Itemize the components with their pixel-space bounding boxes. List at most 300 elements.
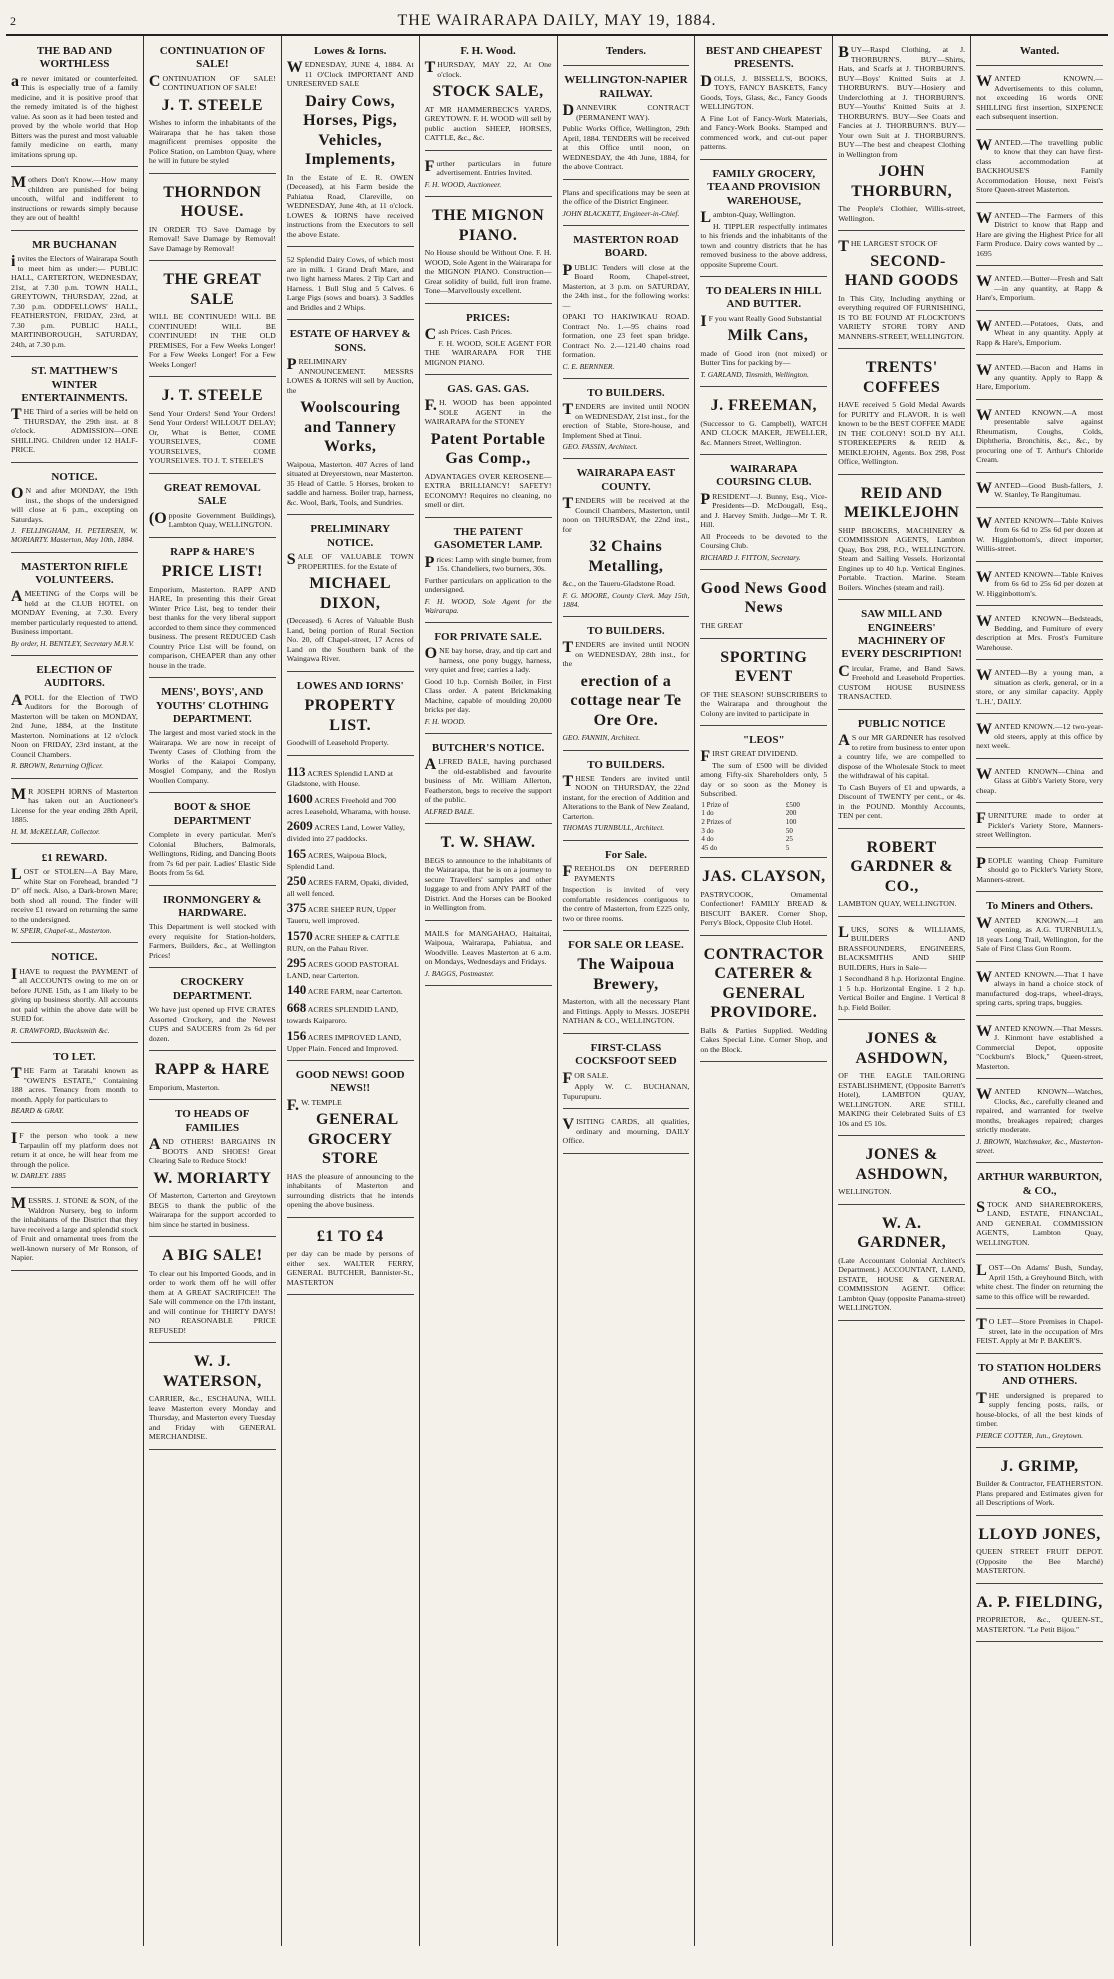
property-acreage: 250 xyxy=(286,873,307,889)
ad-body: QUEEN STREET FRUIT DEPOT. (Opposite the Bee Marché) MASTERTON. xyxy=(976,1547,1103,1576)
ad-body: Wishes to inform the inhabitants of the Wairarapa that he has taken those magnificent premises opposite the Police Station, on Lambton Quay, where he will in future be styled xyxy=(148,118,276,166)
ad-signature: J. FELLINGHAM, H. PETERSEN, W. MORIARTY. Masterton, May 10th, 1884. xyxy=(11,526,138,545)
property-description: ACRES IMPROVED LAND, Upper Plain. Fenced and Improved. xyxy=(286,1032,402,1053)
prize-row xyxy=(700,844,827,853)
ad-signature: R. BROWN, Returning Officer. xyxy=(11,761,104,771)
ad-heading: To Miners and Others. xyxy=(986,900,1093,913)
ad-body: THE GREAT xyxy=(700,621,743,630)
ad-body: Emporium, Masterton. xyxy=(148,1082,220,1092)
ad-heading: PRELIMINARY NOTICE. xyxy=(310,523,391,549)
property-description: ACRE FARM, near Carterton. xyxy=(307,987,403,997)
advertisement xyxy=(287,518,414,671)
ad-text: THURSDAY, MAY 22, At One o'clock. xyxy=(424,59,552,79)
ad-heading: PUBLIC NOTICE xyxy=(857,717,946,730)
ad-signature: BEARD & GRAY. xyxy=(11,1106,64,1116)
ad-heading: CONTINUATION OF SALE! xyxy=(159,45,265,71)
ad-signature: R. CRAWFORD, Blacksmith &c. xyxy=(11,1025,110,1035)
advertisement xyxy=(976,476,1103,508)
ad-text: WANTED KNOWN.—That I have always in hand a choice stock of manufactured dog-traps, wheel-drays, spring carts, spring traps, buggies. xyxy=(976,968,1103,1008)
advertisement xyxy=(700,861,827,936)
property-list-item xyxy=(287,982,414,998)
ad-body: Apply W. C. BUCHANAN, Tupurupuru. xyxy=(562,1082,690,1101)
ad-heading: CROCKERY DEPARTMENT. xyxy=(172,976,252,1002)
advertisement xyxy=(976,965,1103,1016)
advertisement xyxy=(976,762,1103,804)
advertisement xyxy=(11,1046,138,1124)
property-acreage: 140 xyxy=(286,982,307,998)
ad-signature: JOHN BLACKETT, Engineer-in-Chief. xyxy=(562,208,680,218)
ad-display-title: A BIG SALE! xyxy=(161,1247,263,1265)
ad-text: LOST or STOLEN—A Bay Mare, white Star on Forehead, branded "J D" off neck. Also, a Dark-brown Mare; both shod all round. The finder will receive £1 reward on returning the same to the undersigned. xyxy=(11,866,138,924)
advertisement xyxy=(563,382,690,460)
advertisement xyxy=(11,170,138,231)
ad-display-title: £1 TO £4 xyxy=(316,1227,384,1245)
ad-display-title: Woolscouring and Tannery Works, xyxy=(300,399,401,456)
ad-signature: F. G. MOORE, County Clerk. May 15th, 1884. xyxy=(562,590,690,609)
page-number: 2 xyxy=(10,14,17,28)
advertisement xyxy=(563,229,690,379)
advertisement xyxy=(976,1312,1103,1354)
ad-text: are never imitated or counterfeited. This is especially true of a family medicine, and it is positive proof that the remedy imitated is of the highest value. As soon as it had been tested and proved by the whole world that Hop Bitters was the purest and most valuable family medicine on earth, many imitations sprung up. xyxy=(11,72,138,159)
ad-text: ON and after MONDAY, the 19th inst., the shops of the undersigned will close at 6 p.m., excepting on Saturdays. xyxy=(11,485,138,524)
advertisement xyxy=(149,541,276,678)
advertisement xyxy=(700,390,827,455)
advertisement xyxy=(976,269,1103,311)
ad-heading: TO BUILDERS. xyxy=(587,758,665,771)
ad-heading: THE PATENT GASOMETER LAMP. xyxy=(433,525,543,552)
ad-text: WANTED KNOWN—Watches, Clocks, &c., carefully cleaned and repaired, and warranted for twelve months, breakages repaired; charges strictly moderate. xyxy=(976,1086,1103,1135)
masthead xyxy=(6,6,1108,36)
advertisement xyxy=(149,264,276,377)
ad-text: Mothers Don't Know.—How many children are punished for being uncouth, wilful and indifferent to instructions or rewards simply because they are out of health! xyxy=(11,174,138,223)
ad-signature: W. DARLEY. 1885 xyxy=(11,1171,66,1181)
ad-text: DANNEVIRK CONTRACT (PERMANENT WAY). xyxy=(562,102,690,122)
ad-text: TENDERS will be received at the Council Chambers, Masterton, until noon on THURSDAY, the 22nd inst., for xyxy=(562,495,690,534)
ad-display-title: JAS. CLAYSON, xyxy=(701,868,826,886)
ad-signature: F. H. WOOD, Sole Agent for the Wairarapa. xyxy=(424,596,552,615)
ad-text: AS our MR GARDNER has resolved to retire from business to enter upon a country life, we are compelled to dispose of the Wholesale Stock to meet the withdrawal of his capital. xyxy=(838,732,966,781)
advertisement xyxy=(149,681,276,793)
ad-display-title: MICHAEL DIXON, xyxy=(309,575,392,612)
advertisement xyxy=(425,40,552,151)
ad-body: (Successor to G. Campbell), WATCH AND CLOCK MAKER, JEWELLER, &c. Manners Street, Wellington. xyxy=(700,418,828,447)
ad-text: WANTED.—The travelling public to know that they can have first-class accommodation at BACKHOUSE'S Family Accommodation House, next Feist's Store Queen-street Masterton. xyxy=(976,136,1103,195)
ad-display-title: JOHN THORBURN, xyxy=(851,163,953,200)
ad-display-title: W. MORIARTY xyxy=(153,1169,272,1187)
ad-heading: F. H. Wood. xyxy=(460,45,516,57)
ad-signature: H. M. McKELLAR, Collector. xyxy=(11,826,100,836)
property-description: ACRES, Waipoua Block, Splendid Land. xyxy=(286,850,387,871)
property-acreage: 156 xyxy=(286,1027,307,1043)
property-list-item xyxy=(287,928,414,953)
advertisement xyxy=(563,69,690,179)
advertisement xyxy=(838,1139,965,1205)
ad-signature: F. H. WOOD, Auctioneer. xyxy=(424,179,502,189)
advertisement xyxy=(425,200,552,304)
ad-text: WANTED.—Butter—Fresh and Salt—in any quantity, at Rapp & Hare's, Emporium. xyxy=(976,273,1103,303)
advertisement xyxy=(149,1240,276,1343)
advertisement xyxy=(563,754,690,841)
advertisement xyxy=(838,603,965,710)
ad-body: Waipoua, Masterton. 407 Acres of land situated at Dreyerstown, near Masterton. 35 Head of Cattle. 5 Horses, broken to saddle and harness. Boiler trap, harness, &c. Wool, Bark, Tools, and Sundries. xyxy=(286,459,414,507)
advertisement xyxy=(425,827,552,921)
ad-heading: ELECTION OF AUDITORS. xyxy=(36,664,113,690)
property-description: ACRE SHEEP & CATTLE RUN, on the Pahau River. xyxy=(286,932,400,953)
property-acreage: 375 xyxy=(286,900,307,916)
ad-heading: PRICES: xyxy=(466,311,511,324)
ad-text: WANTED KNOWN—China and Glass at Gibb's Variety Store, very cheap. xyxy=(976,765,1103,795)
ad-heading: FAMILY GROCERY, TEA AND PROVISION WAREHOUSE, xyxy=(707,167,821,207)
property-description: ACRES SPLENDID LAND, towards Kaiparoro. xyxy=(286,1005,399,1026)
property-description: ACRES Land, Lower Valley, divided into 27 paddocks. xyxy=(286,823,405,844)
ad-body: F. H. WOOD, SOLE AGENT FOR THE WAIRARAPA FOR THE MIGNON PIANO. xyxy=(424,338,552,367)
property-list-item xyxy=(287,846,414,871)
ad-heading: SAW MILL AND ENGINEERS' MACHINERY OF EVERY DESCRIPTION! xyxy=(841,608,962,661)
advertisement xyxy=(838,713,965,829)
ad-body: A Fine Lot of Fancy-Work Materials, and Fancy-Work Books. Stamped and commenced work, and cut-out paper patterns. xyxy=(700,113,828,152)
ad-display-title: THORNDON HOUSE. xyxy=(163,183,262,221)
ad-heading: GOOD NEWS! GOOD NEWS!! xyxy=(295,1069,405,1095)
advertisement xyxy=(976,1166,1103,1255)
ad-heading: For Sale. xyxy=(604,848,647,861)
advertisement xyxy=(563,934,690,1034)
advertisement xyxy=(11,1126,138,1188)
ad-body: Complete in every particular. Men's Colonial Bluchers, Balmorals, Wellingtons, Riding, and Dancing Boots from 7s 6d per pair. Ladies' Elastic Side Boots from 5s 6d. xyxy=(148,830,276,878)
property-list-item xyxy=(287,791,414,816)
advertisement xyxy=(838,40,965,231)
ad-display-title: J. FREEMAN, xyxy=(710,397,817,414)
column-3 xyxy=(282,36,420,1946)
ad-body: MAILS for MANGAHAO, Haitaitai, Waipoua, Wairarapa, Pahiatua, and Woodville. Leaves Masterton at 6 a.m. on Mondays, Wednesdays and Fridays. xyxy=(424,928,552,967)
ad-heading: £1 REWARD. xyxy=(41,851,108,864)
ad-body: Of Masterton, Carterton and Greytown BEGS to thank the public of the Wairarapa for the support accorded to him since he started in business. xyxy=(148,1191,276,1229)
ad-text: PRESIDENT—J. Bunny, Esq., Vice-Presidents—D. McDougall, Esq., and J. Harvey Smith. Judge—Mr T. R. Hill. xyxy=(700,490,828,530)
newspaper-page xyxy=(6,6,1108,1967)
property-list-item xyxy=(287,1028,414,1053)
advertisement xyxy=(149,177,276,262)
ad-heading: Wanted. xyxy=(1019,45,1060,57)
ad-heading: MR BUCHANAN xyxy=(32,238,117,251)
advertisement xyxy=(976,40,1103,66)
prize-amount: 5 xyxy=(785,843,790,852)
ad-display-title: Milk Cans, xyxy=(727,327,809,345)
advertisement xyxy=(976,314,1103,356)
ad-display-title: THE GREAT SALE xyxy=(163,271,262,308)
ad-heading: ST. MATTHEW'S WINTER ENTERTAINMENTS. xyxy=(21,365,128,405)
ad-body: H. TIPPLER respectfully intimates to his friends and the inhabitants of the town and country districts that he has removed business to the above address, opposite Supreme Court. xyxy=(700,221,828,269)
ad-body: The sum of £500 will be divided among Fifty-six Shareholders only, 5 day or so soon as the Money is Subscribed. xyxy=(700,760,828,799)
prize-amount: 100 xyxy=(785,818,797,826)
advertisement xyxy=(563,183,690,226)
column-7 xyxy=(833,36,971,1946)
ad-display-title: SPORTING EVENT xyxy=(720,648,808,686)
prize-name: 1 do xyxy=(701,809,714,818)
advertisement xyxy=(11,946,138,1043)
advertisement xyxy=(838,352,965,475)
ad-text: WANTED KNOWN—Table Knives from 6s 6d to 25s 6d per dozen at W. Higginbottom's. xyxy=(976,568,1103,598)
property-acreage: 668 xyxy=(286,1000,307,1016)
advertisement xyxy=(976,806,1103,848)
ad-body: Public Works Office, Wellington, 29th April, 1884. TENDERS will be received at this Office until noon, on WEDNESDAY, the 4th June, 1884, for the above Contract. xyxy=(562,124,690,172)
column-grid xyxy=(6,36,1108,1946)
ad-heading: LOWES AND IORNS' xyxy=(296,679,404,692)
ad-text: TENDERS are invited until NOON on WEDNESDAY, 21st inst., for the erection of Stable, Store-house, and Implement Shed at Tinui. xyxy=(562,401,690,440)
advertisement xyxy=(11,360,138,463)
ad-body: made of Good iron (not mixed) or Butter Tins for packing by— xyxy=(700,348,828,368)
ad-body: Further particulars on application to the undersigned. xyxy=(424,575,552,595)
column-4 xyxy=(420,36,558,1946)
ad-heading: BEST AND CHEAPEST PRESENTS. xyxy=(705,45,822,71)
ad-heading: "LEOS" xyxy=(743,734,785,747)
ad-text: FURNITURE made to order at Pickler's Variety Store, Manners-street Wellington. xyxy=(976,810,1103,840)
property-acreage: 1600 xyxy=(286,790,313,806)
ad-text: Cash Prices. Cash Prices. xyxy=(424,326,513,343)
ad-text: WANTED KNOWN.—A most presentable salve against Rheumatism, Coughs, Colds, Diphtheria, Bronchitis, &c., &c., by procuring one of T. Arthur's Chloride Cream. xyxy=(976,406,1103,465)
property-acreage: 1570 xyxy=(286,927,313,943)
advertisement xyxy=(425,154,552,197)
ad-signature: ALFRED BALE. xyxy=(424,806,475,816)
advertisement xyxy=(976,1019,1103,1080)
advertisement xyxy=(976,609,1103,660)
advertisement xyxy=(976,358,1103,400)
ad-body: 52 Splendid Dairy Cows, of which most are in milk. 1 Grand Draft Mare, and two light harness Mares. 2 Tip Cart and Harness. 1 Bull Slug and 5 Calves. 6 Large Pigs (sows and boars). 3 Saddles and Bridles and 2 Whips. xyxy=(286,255,414,312)
column-8 xyxy=(971,36,1108,1946)
advertisement xyxy=(149,477,276,538)
ad-body: This Department is well stocked with every requisite for Station-holders, Farmers, Builders, &c., at Wellington Prices! xyxy=(148,922,276,960)
ad-text: AMEETING of the Corps will be held at the CLUB HOTEL on MONDAY Evening, at 7.30. Every member particularly requested to attend. Business important. xyxy=(11,588,138,637)
property-list-item xyxy=(287,900,414,925)
ad-text: BUY—Raspd Clothing, at J. THORBURN'S. BUY—Shirts, Hats, and Scarfs at J. THORBURN'S. BUY—Boys' Knitted Suits at J. THORBURN'S. BUY—Hosiery and Underclothing at J. THORBURN'S. BUY—Youths' Knitted Suits at J. THORBURN'S. BUY—See Coats and Fancies at J. THORBURN'S. BUY—Your own Suit at J. THORBURN'S. BUY—The best and cheapest Clothing in Wellington from xyxy=(838,44,966,159)
ad-text: (Opposite Government Buildings), Lambton Quay, WELLINGTON. xyxy=(148,509,276,530)
ad-body: per day can be made by persons of either sex. WALTER FERRY, GENERAL BUTCHER, Bannister-St., MASTERTON xyxy=(286,1249,414,1287)
ad-display-title: J. T. STEELE xyxy=(161,387,264,405)
column-2 xyxy=(144,36,282,1946)
ad-body: CARRIER, &c., ESCHAUNA, WILL leave Masterton every Monday and Thursday, and Masterton every Tuesday and Friday with GENERAL MERCHANDISE. xyxy=(148,1394,276,1442)
ad-text: F.W. TEMPLE xyxy=(286,1096,342,1114)
ad-body: In the Estate of E. R. OWEN (Deceased), at his Farm beside the Pahiatua Road, Clareville, on WEDNESDAY, June 4th, at 11 o'clock. LOWES & IORNS have received instructions from the Executors to sell the above Estate. xyxy=(286,172,414,239)
ad-heading: MENS', BOYS', AND YOUTHS' CLOTHING DEPARTMENT. xyxy=(155,686,269,725)
ad-text: WANTED KNOWN.—That Messrs. J. Kinmont have established a Commercial Depot, opposite "Cockburn's Block," Queen-street, Masterton. xyxy=(976,1022,1103,1071)
ad-heading: WAIRARAPA EAST COUNTY. xyxy=(576,467,676,493)
ad-body: 1 Secondhand 8 h.p. Horizontal Engine. 1 5 h.p. Horizontal Engine. 1 2 h.p. Vertical Boiler and Engine. 1 Vertical 8 h.p. Field Boiler. xyxy=(838,974,966,1012)
ad-heading: MASTERTON RIFLE VOLUNTEERS. xyxy=(21,560,128,587)
ad-heading: RAPP & HARE'S xyxy=(170,545,255,558)
ad-body: All Proceeds to be devoted to the Coursing Club. xyxy=(700,531,828,551)
advertisement xyxy=(563,1112,690,1154)
ad-display-title: THE MIGNON PIANO. xyxy=(432,207,545,244)
ad-text: TO LET—Store Premises in Chapel-street, late in the occupation of Mrs FEIST. Apply at Mr P. BAKER'S. xyxy=(976,1316,1103,1346)
ad-text: STOCK AND SHAREBROKERS, LAND, ESTATE, FINANCIAL, AND GENERAL COMMISSION AGENTS, Lambton Quay, WELLINGTON. xyxy=(976,1198,1103,1247)
ad-body: Inspection is invited of very comfortable residences contiguous to the centre of Masterton, from £225 only, two or three rooms. xyxy=(562,885,690,923)
advertisement xyxy=(287,1064,414,1218)
ad-text: CONTINUATION OF SALE! CONTINUATION OF SALE! xyxy=(148,72,276,93)
ad-heading: GREAT REMOVAL SALE xyxy=(163,481,261,508)
ad-text: SALE OF VALUABLE TOWN PROPERTIES. for the Estate of xyxy=(286,551,414,571)
advertisement xyxy=(287,1221,414,1296)
advertisement xyxy=(838,920,965,1021)
advertisement xyxy=(425,737,552,824)
ad-signature: GEO. FASSIN, Architect. xyxy=(562,442,638,452)
advertisement xyxy=(700,573,827,639)
prize-row xyxy=(700,809,827,818)
advertisement xyxy=(838,1023,965,1136)
advertisement xyxy=(11,466,138,553)
column-6 xyxy=(695,36,833,1946)
ad-display-title: REID AND MEIKLEJOHN xyxy=(844,484,960,522)
ad-body: OPAKI TO HAKIWIKAU ROAD. Contract No. 1.—95 chains road formation, one 23 feet span bridge. Contract No. 2.—121.40 chains road formation. xyxy=(562,312,690,360)
ad-heading: TO BUILDERS. xyxy=(587,624,665,637)
ad-signature: J. BROWN, Watchmaker, &c., Masterton-street. xyxy=(976,1136,1103,1155)
ad-body: (Late Accountant Colonial Architect's Department.) ACCOUNTANT, LAND, ESTATE, HOUSE & GENERAL COMMISSION AGENT. Office: Lambton Quay (opposite Panama-street) WELLINGTON. xyxy=(838,1255,966,1313)
advertisement xyxy=(563,844,690,931)
ad-signature: THOMAS TURNBULL, Architect. xyxy=(562,823,665,833)
advertisement xyxy=(563,462,690,617)
ad-heading: FOR SALE OR LEASE. xyxy=(568,939,684,952)
advertisement xyxy=(976,895,1103,961)
ad-body: Masterton, with all the necessary Plant and Fittings. Apply to Messrs. JOSEPH NATHAN & CO., WELLINGTON. xyxy=(562,997,690,1026)
ad-heading: ARTHUR WARBURTON, & CO., xyxy=(977,1171,1102,1197)
advertisement xyxy=(838,832,965,917)
prize-table xyxy=(700,801,827,852)
ad-body: In This City, Including anything or everything required OF FURNISHING, IS TO BE FOUND AT FLOCKTON'S VARIETY STORE TORY AND MANNERS-STREET, WELLINGTON. xyxy=(838,293,966,341)
ad-body: We have just opened up FIVE CRATES Assorted Crockery, and the Newest CUPS and SAUCERS from 2s 6d per dozen. xyxy=(148,1005,276,1043)
ad-display-title: Dairy Cows, Horses, Pigs, Vehicles, Implements, xyxy=(303,92,398,169)
ad-display-title: STOCK SALE, xyxy=(432,83,544,101)
advertisement xyxy=(838,478,965,601)
advertisement xyxy=(976,403,1103,473)
column-5 xyxy=(558,36,696,1946)
advertisement xyxy=(700,280,827,387)
advertisement xyxy=(976,1587,1103,1643)
ad-text: MR JOSEPH IORNS of Masterton has taken out an Auctioneer's License for the year ending 28th April, 1885. xyxy=(11,785,138,825)
property-acreage: 165 xyxy=(286,845,307,861)
ad-signature: C. E. BERNNER. xyxy=(562,361,615,371)
ad-text: FIRST GREAT DIVIDEND. xyxy=(700,748,798,766)
ad-text: WANTED KNOWN.—I am opening, as A.G. TURNBULL's, 18 years Long Trail, Wellington, for the Sale of First Class Gun Room. xyxy=(976,914,1103,954)
prize-row xyxy=(700,827,827,836)
ad-signature: GEO. FANNIN, Architect. xyxy=(562,733,641,743)
ad-body: IN ORDER TO Save Damage by Removal! Save Damage by Removal! Save Damage by Removal! xyxy=(148,224,276,253)
ad-text: F.H. WOOD has been appointed SOLE AGENT in the WAIRARAPA for the STONEY xyxy=(424,397,552,427)
ad-display-title: CONTRACTOR CATERER & GENERAL PROVIDORE. xyxy=(703,945,824,1022)
prize-amount: 200 xyxy=(785,809,797,818)
property-list-item xyxy=(287,1000,414,1025)
ad-text: PEOPLE wanting Cheap Furniture should go to Pickler's Variety Store, Manners-street. xyxy=(976,854,1103,884)
ad-text: invites the Electors of Wairarapa South to meet him as under:— PUBLIC HALL, CARTERTON, WEDNESDAY, 21st, at 7.30 p.m. TOWN HALL, GREYTOWN, THURSDAY, 22nd, at 7.30 p.m. ODDFELLOWS' HALL, FEATHERSTON, FRIDAY, 23rd, at 7.30 p.m. PUBLIC HALL, MARTINBOROUGH, SATURDAY, 24th, at 7.30 p.m. xyxy=(11,253,138,349)
ad-text: LOST—On Adams' Bush, Sunday, April 15th, a Greyhound Bitch, with white chest. The finder on returning the same to this office will be rewarded. xyxy=(976,1262,1103,1301)
ad-heading: TO DEALERS IN HILL AND BUTTER. xyxy=(705,285,822,311)
ad-body: HAVE received 5 Gold Medal Awards for PURITY and FLAVOR. It is well known to be the BEST COFFEE MADE IN THE COLONY! SOLD BY ALL STOREKEEPERS & REID & MEIKLEJOHN, Agents. Box 298, Post Office, Wellington. xyxy=(838,400,966,467)
advertisement xyxy=(425,626,552,734)
prize-amount: 25 xyxy=(785,835,793,844)
ad-display-title: JONES & ASHDOWN, xyxy=(855,1030,948,1067)
advertisement xyxy=(976,717,1103,759)
property-list-item xyxy=(287,818,414,843)
ad-text: AND OTHERS! BARGAINS IN BOOTS AND SHOES! Great Clearing Sale to Reduce Stock! xyxy=(148,1136,276,1166)
ad-body: No House should be Without One. F. H. WOOD, Sole Agent in the Wairarapa for the MIGNON PIANO. Construction—Great solidity of build, full iron frame. Tone—Marvellously excellent. xyxy=(424,248,552,296)
ad-text: ALFRED BALE, having purchased the old-established and favourite business of Mr. William Allerton, Featherston, begs to receive the support of the public. xyxy=(424,756,552,805)
prize-name: 2 Prizes of xyxy=(701,818,732,826)
ad-signature: W. SPEIR, Chapel-st., Masterton. xyxy=(11,926,112,936)
advertisement xyxy=(976,511,1103,562)
ad-text: TENDERS are invited until NOON on WEDNESDAY, 28th inst., for the xyxy=(562,639,690,669)
advertisement xyxy=(11,782,138,844)
advertisement xyxy=(976,206,1103,267)
ad-text: Lambton-Quay, Wellington. xyxy=(700,209,796,227)
ad-body: HAS the pleasure of announcing to the inhabitants of Masterton and surrounding districts that he intends opening the above business. xyxy=(286,1171,414,1210)
property-description: ACRES Splendid LAND at Gladstone, with House. xyxy=(286,768,394,789)
ad-text: VISITING CARDS, all qualities, ordinary and mourning, DAILY Office. xyxy=(562,1116,690,1146)
ad-heading: WAIRARAPA COURSING CLUB. xyxy=(716,463,812,489)
ad-body: (Deceased). 6 Acres of Valuable Bush Land, being portion of Rural Section No. 20, off Chapel-street, 17 Acres of Land on the Southern bank of the Waingawa River. xyxy=(286,616,414,664)
ad-text: WANTED—The Farmers of this District to know that Rapp and Hare are giving the Highest Price for all Farm Produce. Dairy cows wanted by ... 1695 xyxy=(976,209,1103,258)
ad-display-title: The Waipoua Brewery, xyxy=(577,956,675,993)
ad-text: PUBLIC Tenders will close at the Board Room, Chapel-street, Masterton, at 3 p.m. on SATURDAY, the 24th inst., for the following works:— xyxy=(562,261,690,310)
advertisement xyxy=(149,1103,276,1237)
ad-body: Balls & Parties Supplied. Wedding Cakes Special Line. Corner Shop, and on the Block. xyxy=(700,1025,828,1054)
ad-text: IF the person who took a new Tarpaulin off my platform does not return it at once, he will hear from me through the police. xyxy=(11,1130,138,1169)
advertisement xyxy=(425,521,552,623)
advertisement xyxy=(11,847,138,944)
property-list-item xyxy=(287,955,414,980)
ad-heading: IRONMONGERY & HARDWARE. xyxy=(163,893,262,920)
ad-signature: T. GARLAND, Tinsmith, Wellington. xyxy=(700,369,809,379)
ad-body: OF THE SEASON! SUBSCRIBERS to the Wairarapa and throughout the Colony are invited to participate in xyxy=(700,689,828,718)
ad-display-title: TRENTS' COFFEES xyxy=(863,359,941,396)
ad-display-title: SECOND-HAND GOODS xyxy=(844,252,959,290)
ad-signature: By order, H. BENTLEY, Secretary M.R.V. xyxy=(11,638,134,648)
ad-body: LAMBTON QUAY, WELLINGTON. xyxy=(838,899,957,909)
advertisement xyxy=(976,1357,1103,1448)
ad-text: Circular, Frame, and Band Saws. Freehold and Leasehold Properties. CUSTOM HOUSE BUSINESS TRANSACTED. xyxy=(838,662,966,702)
ad-text: LUKS, SONS & WILLIAMS, BUILDERS AND BRASSFOUNDERS, ENGINEERS, BLACKSMITHS AND SHIP BUILDERS, Hurs in Sale— xyxy=(838,923,966,972)
ad-display-title: JONES & ASHDOWN, xyxy=(855,1146,948,1183)
ad-body: Emporium, Masterton. RAPP AND HARE, In presenting this their Great Winter Price List, beg to tender their best thanks for the very liberal support accorded to them since they commenced business. The present REDUCED Cash Country Price List will be found, on comparison, CHEAPER than any other house in the trade. xyxy=(148,584,276,670)
ad-text: WANTED—By a young man, a situation as clerk, general, or in a store, or any similar capacity. Apply 'L.H.', DAILY. xyxy=(976,667,1103,706)
advertisement xyxy=(149,889,276,969)
advertisement xyxy=(11,556,138,656)
advertisement xyxy=(11,1191,138,1271)
advertisement xyxy=(700,642,827,727)
property-description: ACRES Freehold and 700 acres Leasehold, Wharama, with house. xyxy=(286,795,411,816)
ad-display-title: PROPERTY LIST. xyxy=(304,697,396,734)
ad-body: SHIP BROKERS, MACHINERY & COMMISSION AGENTS, Lambton Quay, Box 298, P.O., WELLINGTON. Steam and Sailing Vessels. Horizontal Engines up to 40 h.p. Vertical Engines. Portable. Traction. Marine. Steam Boilers. Winches (steam and rail). xyxy=(838,525,966,592)
ad-signature: RICHARD J. FITTON, Secretary. xyxy=(700,552,801,562)
ad-text: FREEHOLDS ON DEFERRED PAYMENTS xyxy=(562,863,690,883)
ad-heading: BUTCHER'S NOTICE. xyxy=(431,742,545,755)
ad-signature: PIERCE COTTER, Jun., Greytown. xyxy=(976,1430,1084,1440)
ad-body: PROPRIETOR, &c., QUEEN-ST., MASTERTON. "Le Petit Bijou." xyxy=(976,1615,1103,1634)
ad-body: PASTRYCOOK, Ornamental Confectioner! FAMILY BREAD & BISCUIT BAKER. Corner Shop, Perry's Block, Opposite Club Hotel. xyxy=(700,889,828,928)
prize-name: 45 do xyxy=(701,843,718,852)
advertisement xyxy=(976,1258,1103,1309)
ad-display-title: LLOYD JONES, xyxy=(978,1525,1101,1543)
ad-heading: BOOT & SHOE DEPARTMENT xyxy=(173,801,251,827)
ad-body: The largest and most varied stock in the Wairarapa. We are now in receipt of Twenty Cases of Clothing from the Works of the Kaiapoi Company, Mosgiel Company, and the Roslyn Woollen Company. xyxy=(148,728,276,785)
prize-row xyxy=(700,818,827,827)
ad-display-title: W. A. GARDNER, xyxy=(857,1214,947,1252)
ad-heading: ESTATE OF HARVEY & SONS. xyxy=(289,328,411,354)
advertisement xyxy=(287,40,414,247)
ad-text: Further particulars in future advertisement. Entries Invited. xyxy=(424,157,552,178)
ad-body: The People's Clothier, Willis-street, Wellington. xyxy=(838,204,966,223)
advertisement xyxy=(11,40,138,167)
ad-display-title: J. T. STEELE xyxy=(161,96,264,114)
ad-heading: THE BAD AND WORTHLESS xyxy=(36,45,113,71)
ad-text: PRELIMINARY ANNOUNCEMENT. MESSRS LOWES & IORNS will sell by Auction, the xyxy=(286,356,414,395)
advertisement xyxy=(838,234,965,349)
advertisement xyxy=(976,133,1103,203)
